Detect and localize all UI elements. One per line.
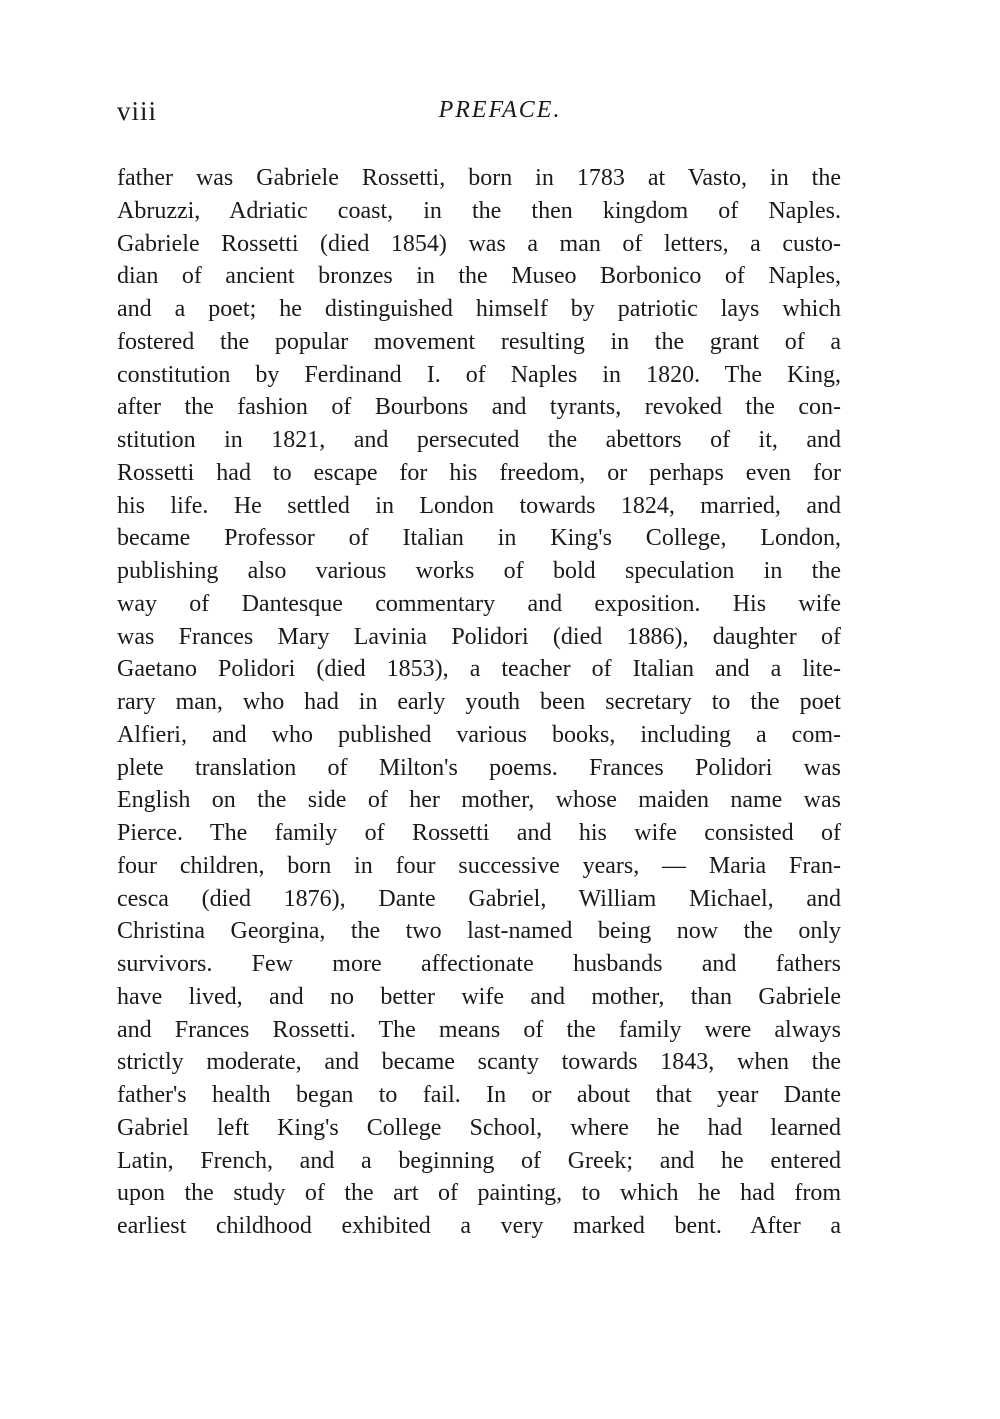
text-line: Gabriel left King's College School, where he had learned [117, 1114, 841, 1141]
text-line: Christina Georgina, the two last-named being now the only [117, 918, 841, 945]
text-line: constitution by Ferdinand I. of Naples in 1820. The King, [117, 361, 841, 388]
text-line: Gaetano Polidori (died 1853), a teacher of Italian and a lite- [117, 656, 841, 683]
text-line: stitution in 1821, and persecuted the abettors of it, and [117, 427, 841, 453]
text-line: father's health began to fail. In or about that year Dante [117, 1082, 841, 1108]
text-line: strictly moderate, and became scanty towards 1843, when the [117, 1049, 841, 1076]
text-line: Gabriele Rossetti (died 1854) was a man of letters, a custo- [117, 230, 841, 257]
text-line: and Frances Rossetti. The means of the family were always [117, 1016, 841, 1043]
text-line: Abruzzi, Adriatic coast, in the then kingdom of Naples. [117, 197, 841, 224]
text-line: publishing also various works of bold speculation in the [117, 558, 841, 584]
text-line: dian of ancient bronzes in the Museo Borbonico of Naples, [117, 263, 841, 290]
running-head: PREFACE. [438, 97, 562, 123]
text-line: English on the side of her mother, whose maiden name was [117, 787, 841, 814]
text-line: Pierce. The family of Rossetti and his wife consisted of [117, 820, 841, 846]
text-line: Rossetti had to escape for his freedom, or perhaps even for [117, 459, 841, 486]
text-line: upon the study of the art of painting, to which he had from [117, 1180, 841, 1207]
text-line: Alfieri, and who published various books, including a com- [117, 721, 841, 748]
text-line: fostered the popular movement resulting in the grant of a [117, 328, 841, 355]
text-line: after the fashion of Bourbons and tyrants, revoked the con- [117, 394, 841, 421]
text-line: and a poet; he distinguished himself by patriotic lays which [117, 296, 841, 322]
page-number: viii [117, 96, 158, 126]
text-line: way of Dantesque commentary and exposition. His wife [117, 590, 841, 617]
text-line: was Frances Mary Lavinia Polidori (died 1886), daughter of [117, 623, 841, 650]
text-line: his life. He settled in London towards 1824, married, and [117, 492, 841, 519]
text-line: rary man, who had in early youth been secretary to the poet [117, 689, 841, 715]
text-line: cesca (died 1876), Dante Gabriel, William Michael, and [117, 885, 841, 912]
text-line: have lived, and no better wife and mother, than Gabriele [117, 983, 841, 1010]
text-line: survivors. Few more affectionate husbands and fathers [117, 951, 841, 977]
text-line: Latin, French, and a beginning of Greek; and he entered [117, 1147, 841, 1174]
text-line: earliest childhood exhibited a very marked bent. After a [117, 1213, 841, 1239]
body-paragraph [117, 162, 841, 1243]
text-line: father was Gabriele Rossetti, born in 1783 at Vasto, in the [117, 165, 841, 191]
text-line: four children, born in four successive years, — Maria Fran- [117, 852, 841, 879]
text-line: plete translation of Milton's poems. Frances Polidori was [117, 754, 841, 781]
text-line: became Professor of Italian in King's College, London, [117, 525, 841, 552]
